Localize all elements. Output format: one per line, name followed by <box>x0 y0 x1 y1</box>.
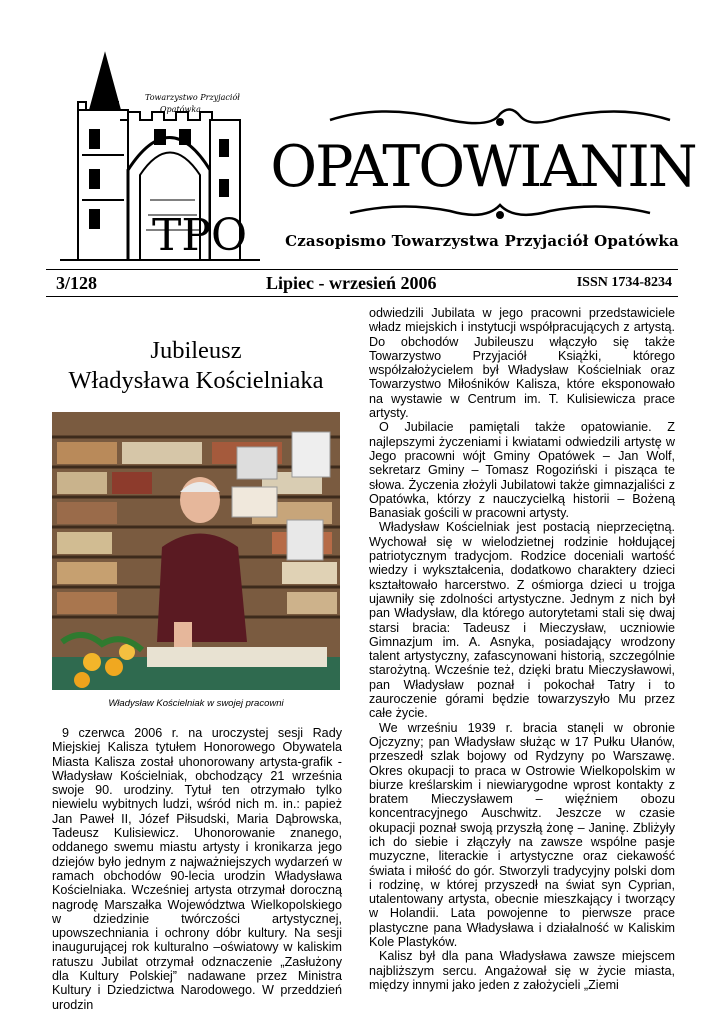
logo-text-line1: Towarzystwo Przyjaciół <box>145 93 240 102</box>
right-paragraph-5: Kalisz był dla pana Władysława zawsze miejscem najbliższym sercu. Angażował się w życie miasta, między innymi jako jeden z założycieli „Ziemi <box>369 949 675 992</box>
article-photo <box>52 412 340 690</box>
issue-number: 3/128 <box>56 273 98 293</box>
issue-date: Lipiec - wrzesień 2006 <box>266 273 437 293</box>
society-logo <box>60 50 275 275</box>
issue-bar <box>46 273 678 295</box>
header-rule-bottom <box>46 296 678 297</box>
title-flourish-top <box>320 100 680 136</box>
right-paragraph-4: We wrześniu 1939 r. bracia stanęli w obronie Ojczyzny; pan Władysław służąc w 17 Pułku Ułanów, przeszedł szlak bojowy od Rydzyny po Warszawę. Okres okupacji to praca w Ostrowie Wielkopolskim w biurze kreślarskim i niewiarygodne wprost kontakty z bratem Mieczysławem – więźniem obozu koncentracyjnego Auschwitz. Jeszcze w czasie okupacji poznał swoją przyszłą żonę – Janinę. Zbliżyły ich do siebie i złączyły na zawsze wspólne pasje muzyczne, literackie i artystyczne oraz ciekawość świata i miłość do gór. Stworzyli tradycyjny polski dom i rodzinę, w której przyszedł na świat syn Cyprian, utalentowany artysta, obecnie mieszkający i tworzący w Holandii. Lata powojenne to pierwsze prace plastyczne pana Władysława i działalność w Kaliskim Kole Plastyków. <box>369 720 675 950</box>
right-paragraph-3: Władysław Kościelniak jest postacią nieprzeciętną. Wychował się w wielodzietnej rodzinie hołdującej patriotycznym tradycjom. Rodzice doceniali wartość wiedzy i wykształcenia, dodatkowo charaktery dzieci kształtowało harcerstwo. Z ośmiorga dzieci u trojga ujawniły się zdolności artystyczne. Jednym z nich był pan Władysław, dla którego autorytetami stali się dwaj starsi bracia: Tadeusz i Mieczysław, uczniowie Gimnazjum im. A. Asnyka, posiadający wrodzony talent artystyczny, zafascynowani historią, szczególnie starożytną. Wcześnie też, dzięki bratu Mieczysławowi, pan Władysław poznał i pokochał Tatry i to zauroczenie górami będzie towarzyszyło Mu przez całe życie. <box>369 520 675 721</box>
right-paragraph-1: odwiedzili Jubilata w jego pracowni przedstawiciele władz miejskich i instytucji współpracujących z artystą. Do obchodów Jubileuszu włączyło się także Towarzystwo Przyjaciół Książki, którego współzałożycielem był Władysław Kościelniak oraz Towarzystwo Miłośników Kalisza, które eksponowało na wystawie w Centrum im. T. Kulisiewicza prace artysty. <box>369 306 675 421</box>
title-flourish-bottom <box>320 195 680 231</box>
newsletter-subtitle: Czasopismo Towarzystwa Przyjaciół Opatówka <box>285 232 679 250</box>
newsletter-title: OPATOWIANIN <box>270 134 696 200</box>
header-rule-top <box>46 269 678 270</box>
article-headline <box>52 336 340 396</box>
headline-line-1: Jubileusz <box>150 337 242 364</box>
left-paragraph-1: 9 czerwca 2006 r. na uroczystej sesji Rady Miejskiej Kalisza tytułem Honorowego Obywatela Miasta Kalisza został uhonorowany artysta-grafik - Władysław Kościelniak, obchodzący 21 września swoje 90. urodziny. Tytuł ten otrzymało tylko niewielu wybitnych ludzi, wśród nich m. in.: papież Jan Paweł II, Józef Piłsudski, Maria Dąbrowska, Tadeusz Kulisiewicz. Uhonorowanie znanego, oddanego swemu miastu artysty i kronikarza jego dziejów było jednym z najważniejszych wydarzeń w ramach obchodów 90-lecia urodzin Władysława Kościelniaka. Wcześniej artysta otrzymał doroczną nagrodę Marszałka Województwa Wielkopolskiego w dziedzinie twórczości artystycznej, upowszechniania i ochrony dóbr kultury. Na sesji inaugurującej rok kulturalno –oświatowy w kaliskim ratuszu Jubilat otrzymał odznaczenie „Zasłużony dla Kultury Polskiej” nadawane przez Ministra Kultury i Dziedzictwa Narodowego. W przeddzień urodzin <box>52 726 342 1012</box>
article-left-column <box>52 726 342 1012</box>
castle-gate-illustration <box>60 50 275 275</box>
headline-line-2: Władysława Kościelniaka <box>68 367 324 394</box>
logo-text-line2: Opatówka <box>160 105 201 114</box>
issn: ISSN 1734-8234 <box>576 275 672 290</box>
logo-monogram: TPO <box>152 210 248 261</box>
photo-caption: Władysław Kościelniak w swojej pracowni <box>108 698 284 709</box>
right-paragraph-2: O Jubilacie pamiętali także opatowianie. Z najlepszymi życzeniami i kwiatami odwiedzili artystę w Jego pracowni wójt Gminy Opatówek – Jan Wolf, sekretarz Gminy – Tomasz Rogoziński i pisząca te słowa. Życzenia złożyli Jubilatowi także gimnazjaliści z Opatówka, którzy z nauczycielką historii – Bożeną Banasiak gościli w pracowni artysty. <box>369 420 675 521</box>
artist-in-studio-photo <box>52 412 340 690</box>
article-right-column <box>369 306 675 992</box>
